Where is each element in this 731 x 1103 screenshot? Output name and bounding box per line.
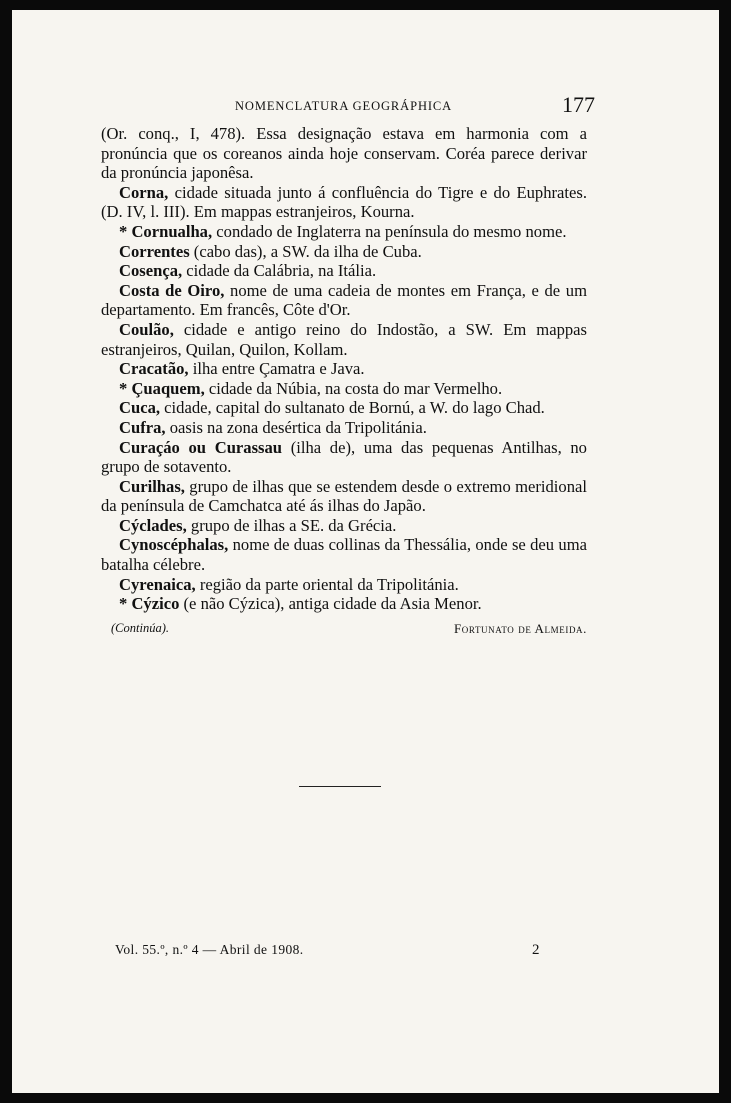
entry: [101, 222, 587, 242]
entry: [101, 261, 587, 281]
entry-term: Cufra,: [119, 417, 166, 437]
entry: [101, 594, 587, 614]
entry-term: Cynoscéphalas,: [119, 535, 229, 555]
entry-text: condado de Inglaterra na península do mesmo nome.: [212, 221, 567, 241]
entry-term: Curilhas,: [119, 476, 185, 496]
entry-term: * Cýzico: [119, 594, 180, 614]
entry-term: Curaçáo ou Curassau: [119, 437, 283, 457]
entry: [101, 535, 587, 574]
entry-text: (cabo das), a SW. da ilha de Cuba.: [189, 241, 422, 261]
entry: [101, 575, 587, 595]
entry-text: nome de uma cadeia de montes em França, e de um departamento. Em francês, Côte d'Or.: [101, 280, 587, 320]
entry-term: Cosença,: [119, 261, 183, 281]
volume-footer: Vol. 55.º, n.º 4 — Abril de 1908.: [115, 942, 304, 957]
entry-text: (ilha de), uma das pequenas Antilhas, no grupo de sotavento.: [101, 437, 587, 477]
entry-text: cidade da Calábria, na Itália.: [182, 261, 377, 281]
entry-text: grupo de ilhas a SE. da Grécia.: [186, 515, 397, 535]
section-divider: [299, 786, 381, 787]
entry: [101, 242, 587, 262]
article-body: [101, 124, 587, 638]
entry-text: ilha entre Çamatra e Java.: [188, 359, 365, 379]
entry: [101, 281, 587, 320]
entry-text: cidade da Núbia, na costa do mar Vermelho.: [204, 378, 503, 398]
entry-text: cidade, capital do sultanato de Bornú, a W. do lago Chad.: [160, 398, 545, 418]
paragraph-text: (Or. conq., I, 478). Essa designação estava em harmonia com a pronúncia que os coreanos ainda hoje conservam. Coréa parece derivar da pronúncia japonêsa.: [101, 124, 587, 183]
entry-term: Costa de Oiro,: [119, 280, 225, 300]
entry: [101, 320, 587, 359]
entry: [101, 183, 587, 222]
entry-text: nome de duas collinas da Thessália, onde se deu uma batalha célebre.: [101, 535, 587, 575]
continues-note: (Continúa).: [111, 620, 169, 635]
entry-text: (e não Cýzica), antiga cidade da Asia Menor.: [179, 594, 482, 614]
document-page: [12, 10, 719, 1093]
entry: [101, 379, 587, 399]
running-head: NOMENCLATURA GEOGRÁPHICA: [235, 99, 453, 113]
entry: [101, 477, 587, 516]
entry-text: região da parte oriental da Tripolitánia.: [195, 574, 459, 594]
entry: [101, 398, 587, 418]
page-header: [235, 92, 602, 122]
entry-term: Cyrenaica,: [119, 574, 196, 594]
entry-term: * Çuaquem,: [119, 378, 205, 398]
printer-signature: 2: [532, 942, 540, 958]
entry: [101, 438, 587, 477]
entry-term: Cýclades,: [119, 515, 187, 535]
entry-text: oasis na zona desértica da Tripolitánia.: [165, 417, 427, 437]
article-credits: [101, 619, 587, 639]
entry-text: cidade e antigo reino do Indostão, a SW. Em mappas estranjeiros, Quilan, Quilon, Kollam.: [101, 319, 587, 359]
author-signature: Fortunato de Almeida.: [453, 620, 587, 636]
entry-text: cidade situada junto á confluência do Tigre e do Euphrates. (D. IV, l. III). Em mappas estranjeiros, Kourna.: [101, 182, 587, 222]
entry-term: * Cornualha,: [119, 221, 213, 241]
entry-term: Cuca,: [119, 398, 161, 418]
entry: [101, 359, 587, 379]
entry: [101, 516, 587, 536]
entry-term: Cracatão,: [119, 359, 189, 379]
paragraph: [101, 124, 587, 183]
entry-term: Correntes: [119, 241, 190, 261]
page-number: 177: [562, 92, 595, 117]
entry-term: Corna,: [119, 182, 169, 202]
entry: [101, 418, 587, 438]
entry-text: grupo de ilhas que se estendem desde o extremo meridional da península de Camchatca até ás ilhas do Japão.: [101, 476, 587, 516]
entry-term: Coulão,: [119, 319, 174, 339]
